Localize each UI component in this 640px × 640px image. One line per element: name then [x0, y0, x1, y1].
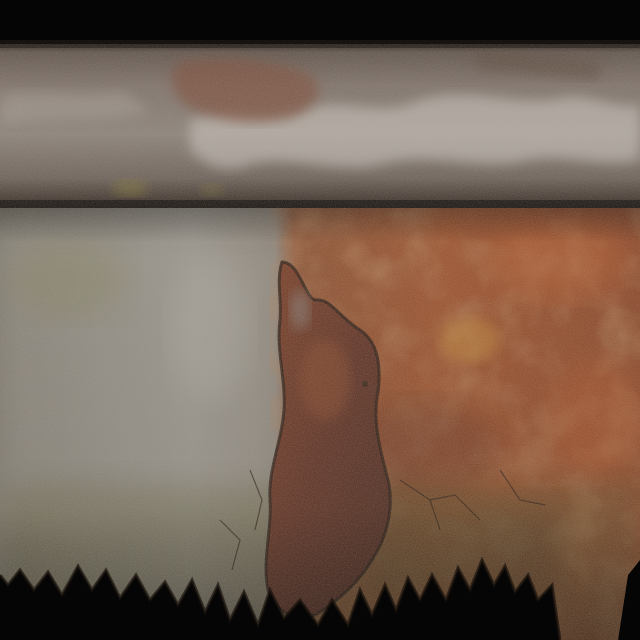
corroded-wall-panel — [0, 208, 640, 640]
rusted-pipe — [0, 40, 640, 210]
